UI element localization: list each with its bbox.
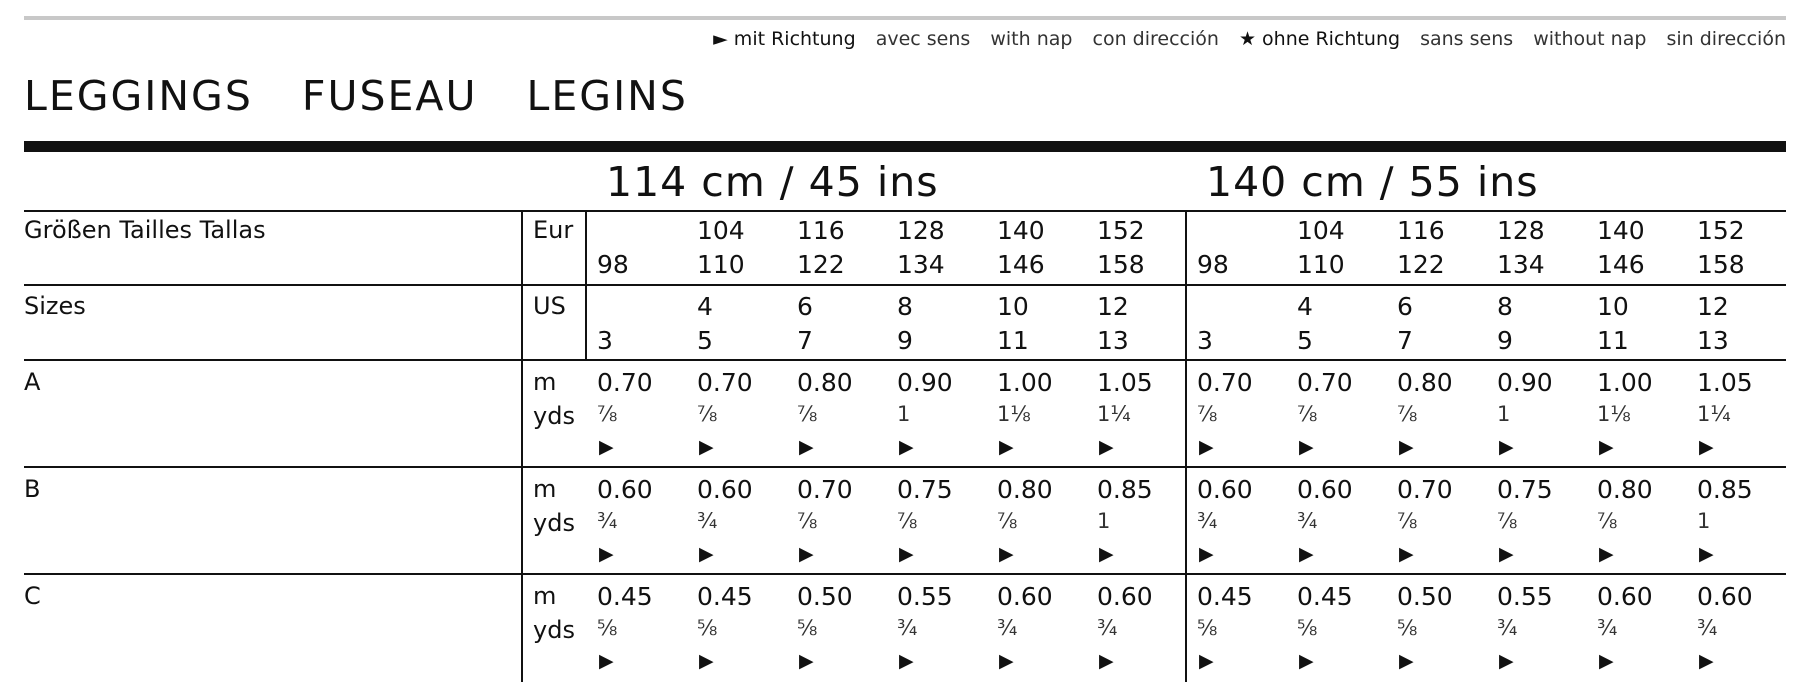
yards-value: ⅝ — [697, 616, 718, 640]
meters-value: 1.05 — [1697, 368, 1753, 397]
with-nap-marker: ▶ — [899, 543, 914, 565]
us-size-top: 8 — [1497, 292, 1513, 321]
us-size-bottom: 3 — [1197, 326, 1213, 355]
meters-value: 0.85 — [1097, 475, 1153, 504]
with-nap-marker: ▶ — [1399, 543, 1414, 565]
meters-value: 0.70 — [597, 368, 653, 397]
us-size-top: 6 — [797, 292, 813, 321]
with-nap-marker: ▶ — [899, 436, 914, 458]
meters-value: 1.05 — [1097, 368, 1153, 397]
yards-value: 1 — [1697, 509, 1711, 533]
us-size-bottom: 7 — [1397, 326, 1413, 355]
with-nap-marker: ▶ — [699, 543, 714, 565]
yards-value: ¾ — [1597, 616, 1618, 640]
yards-value: ⅞ — [797, 402, 818, 426]
meters-value: 0.60 — [697, 475, 753, 504]
with-nap-marker: ▶ — [1399, 436, 1414, 458]
meters-value: 0.70 — [1297, 368, 1353, 397]
meters-value: 1.00 — [997, 368, 1053, 397]
meters-value: 0.60 — [1297, 475, 1353, 504]
meters-value: 0.90 — [1497, 368, 1553, 397]
meters-value: 0.60 — [1597, 582, 1653, 611]
fabric-width-114: 114 cm / 45 ins — [606, 158, 939, 206]
eur-size-top: 140 — [1597, 216, 1645, 245]
title-de: LEGGINGS — [24, 72, 253, 120]
meters-value: 0.70 — [797, 475, 853, 504]
meters-value: 0.60 — [597, 475, 653, 504]
eur-size-bottom: 98 — [597, 250, 629, 279]
view-b-label: B — [24, 475, 41, 503]
us-size-bottom: 11 — [997, 326, 1029, 355]
with-nap-marker: ▶ — [1599, 436, 1614, 458]
view-a-label: A — [24, 368, 41, 396]
with-nap-marker: ▶ — [1199, 650, 1214, 672]
with-nap-marker: ▶ — [1599, 543, 1614, 565]
yards-value: ⅞ — [997, 509, 1018, 533]
meters-value: 0.60 — [1097, 582, 1153, 611]
us-size-top: 10 — [997, 292, 1029, 321]
meters-value: 0.80 — [997, 475, 1053, 504]
yards-value: ¾ — [697, 509, 718, 533]
meters-value: 0.75 — [1497, 475, 1553, 504]
eur-size-bottom: 122 — [797, 250, 845, 279]
with-nap-marker: ▶ — [799, 543, 814, 565]
eur-size-top: 152 — [1697, 216, 1745, 245]
yards-value: ¾ — [1697, 616, 1718, 640]
with-nap-marker: ▶ — [1599, 650, 1614, 672]
legend-without-nap-es: sin dirección — [1666, 28, 1786, 50]
us-size-top: 8 — [897, 292, 913, 321]
us-size-top: 4 — [697, 292, 713, 321]
with-nap-marker: ▶ — [1199, 543, 1214, 565]
with-nap-marker: ▶ — [1199, 436, 1214, 458]
with-nap-marker: ▶ — [1699, 650, 1714, 672]
meters-value: 0.45 — [1197, 582, 1253, 611]
yards-value: ⅞ — [797, 509, 818, 533]
with-nap-marker: ▶ — [1099, 650, 1114, 672]
column-divider-width — [1185, 210, 1187, 682]
meters-value: 0.90 — [897, 368, 953, 397]
yards-value: 1⅛ — [997, 402, 1031, 426]
eur-size-bottom: 110 — [1297, 250, 1345, 279]
us-size-bottom: 9 — [897, 326, 913, 355]
meters-value: 0.70 — [697, 368, 753, 397]
us-size-bottom: 7 — [797, 326, 813, 355]
with-nap-marker: ▶ — [599, 650, 614, 672]
with-nap-marker: ▶ — [1499, 543, 1514, 565]
meters-value: 0.80 — [797, 368, 853, 397]
with-nap-marker: ▶ — [699, 436, 714, 458]
with-nap-marker: ▶ — [1499, 650, 1514, 672]
row-divider — [24, 359, 1786, 361]
eur-size-bottom: 134 — [897, 250, 945, 279]
top-rule — [24, 16, 1786, 20]
eur-size-top: 104 — [697, 216, 745, 245]
eur-size-top: 104 — [1297, 216, 1345, 245]
with-nap-marker: ▶ — [1299, 436, 1314, 458]
yards-value: ⅞ — [1397, 509, 1418, 533]
yards-value: 1¼ — [1097, 402, 1131, 426]
yards-value: ⅞ — [1197, 402, 1218, 426]
yards-value: ¾ — [1297, 509, 1318, 533]
us-size-bottom: 3 — [597, 326, 613, 355]
with-nap-marker: ▶ — [1699, 436, 1714, 458]
eur-size-bottom: 146 — [997, 250, 1045, 279]
legend-without-nap-en: without nap — [1533, 28, 1647, 50]
meters-value: 0.55 — [897, 582, 953, 611]
yards-value: ⅝ — [1397, 616, 1418, 640]
yards-value: ¾ — [897, 616, 918, 640]
column-divider-label — [521, 210, 523, 682]
page-title — [24, 72, 722, 120]
meters-value: 0.45 — [697, 582, 753, 611]
with-nap-marker: ▶ — [1099, 543, 1114, 565]
sizes-label: Größen Tailles Tallas — [24, 216, 266, 244]
legend-with-nap-es: con dirección — [1092, 28, 1219, 50]
us-size-bottom: 9 — [1497, 326, 1513, 355]
yards-value: ⅝ — [1297, 616, 1318, 640]
yards-value: ⅝ — [597, 616, 618, 640]
eur-label: Eur — [533, 216, 574, 244]
yards-value: ⅞ — [1497, 509, 1518, 533]
eur-size-bottom: 146 — [1597, 250, 1645, 279]
with-nap-marker: ▶ — [999, 650, 1014, 672]
yardage-table — [24, 210, 1786, 682]
legend-with-nap-en: with nap — [990, 28, 1073, 50]
with-nap-marker: ▶ — [599, 436, 614, 458]
yards-value: ⅞ — [1397, 402, 1418, 426]
yards-value: ¾ — [597, 509, 618, 533]
yards-value: 1 — [1097, 509, 1111, 533]
meters-value: 0.80 — [1397, 368, 1453, 397]
yards-value: ¾ — [997, 616, 1018, 640]
fabric-width-140: 140 cm / 55 ins — [1206, 158, 1539, 206]
view-a-unit-yds: yds — [533, 402, 575, 430]
meters-value: 0.80 — [1597, 475, 1653, 504]
with-nap-marker: ▶ — [1099, 436, 1114, 458]
yards-value: 1¼ — [1697, 402, 1731, 426]
with-nap-marker: ▶ — [1299, 650, 1314, 672]
eur-size-bottom: 98 — [1197, 250, 1229, 279]
us-size-top: 4 — [1297, 292, 1313, 321]
eur-size-top: 116 — [797, 216, 845, 245]
meters-value: 0.85 — [1697, 475, 1753, 504]
meters-value: 0.60 — [1197, 475, 1253, 504]
row-divider — [24, 466, 1786, 468]
yards-value: ⅝ — [1197, 616, 1218, 640]
eur-size-top: 140 — [997, 216, 1045, 245]
view-c-unit-m: m — [533, 582, 557, 610]
eur-size-bottom: 158 — [1097, 250, 1145, 279]
with-nap-marker: ▶ — [1299, 543, 1314, 565]
us-size-bottom: 5 — [697, 326, 713, 355]
meters-value: 0.60 — [1697, 582, 1753, 611]
view-c-unit-yds: yds — [533, 616, 575, 644]
with-nap-marker: ▶ — [799, 650, 814, 672]
with-nap-marker: ▶ — [999, 436, 1014, 458]
yards-value: ⅞ — [697, 402, 718, 426]
with-nap-marker: ▶ — [1499, 436, 1514, 458]
title-es: LEGINS — [526, 72, 688, 120]
us-size-bottom: 13 — [1097, 326, 1129, 355]
title-fr: FUSEAU — [301, 72, 478, 120]
yards-value: 1 — [1497, 402, 1511, 426]
us-size-top: 12 — [1097, 292, 1129, 321]
eur-size-top: 116 — [1397, 216, 1445, 245]
legend-without-nap-fr: sans sens — [1420, 28, 1514, 50]
us-size-bottom: 13 — [1697, 326, 1729, 355]
legend-with-nap-de: ► mit Richtung — [713, 28, 856, 50]
meters-value: 0.45 — [1297, 582, 1353, 611]
meters-value: 0.50 — [1397, 582, 1453, 611]
meters-value: 0.70 — [1397, 475, 1453, 504]
with-nap-marker: ▶ — [599, 543, 614, 565]
yards-value: 1 — [897, 402, 911, 426]
yards-value: ⅞ — [1297, 402, 1318, 426]
row-divider — [24, 573, 1786, 575]
meters-value: 0.70 — [1197, 368, 1253, 397]
us-size-bottom: 5 — [1297, 326, 1313, 355]
meters-value: 0.60 — [997, 582, 1053, 611]
eur-size-top: 152 — [1097, 216, 1145, 245]
yards-value: ⅝ — [797, 616, 818, 640]
with-nap-marker: ▶ — [1399, 650, 1414, 672]
column-divider-unit — [585, 210, 587, 359]
yards-value: ¾ — [1197, 509, 1218, 533]
view-b-unit-yds: yds — [533, 509, 575, 537]
yards-value: ¾ — [1497, 616, 1518, 640]
sizes-label-en: Sizes — [24, 292, 86, 320]
meters-value: 0.75 — [897, 475, 953, 504]
row-divider — [24, 210, 1786, 212]
yards-value: 1⅛ — [1597, 402, 1631, 426]
eur-size-top: 128 — [897, 216, 945, 245]
view-c-label: C — [24, 582, 41, 610]
legend-with-nap-fr: avec sens — [875, 28, 971, 50]
title-rule — [24, 141, 1786, 152]
yards-value: ⅞ — [897, 509, 918, 533]
us-size-bottom: 11 — [1597, 326, 1629, 355]
eur-size-bottom: 122 — [1397, 250, 1445, 279]
eur-size-bottom: 158 — [1697, 250, 1745, 279]
with-nap-marker: ▶ — [899, 650, 914, 672]
meters-value: 0.45 — [597, 582, 653, 611]
with-nap-marker: ▶ — [999, 543, 1014, 565]
legend-without-nap-de: ★ ohne Richtung — [1238, 28, 1401, 50]
us-size-top: 6 — [1397, 292, 1413, 321]
us-label: US — [533, 292, 566, 320]
yards-value: ¾ — [1097, 616, 1118, 640]
eur-size-bottom: 110 — [697, 250, 745, 279]
nap-legend — [699, 28, 1786, 50]
with-nap-marker: ▶ — [799, 436, 814, 458]
us-size-top: 12 — [1697, 292, 1729, 321]
view-b-unit-m: m — [533, 475, 557, 503]
eur-size-bottom: 134 — [1497, 250, 1545, 279]
meters-value: 1.00 — [1597, 368, 1653, 397]
with-nap-marker: ▶ — [1699, 543, 1714, 565]
with-nap-marker: ▶ — [699, 650, 714, 672]
yards-value: ⅞ — [597, 402, 618, 426]
meters-value: 0.55 — [1497, 582, 1553, 611]
yards-value: ⅞ — [1597, 509, 1618, 533]
view-a-unit-m: m — [533, 368, 557, 396]
eur-size-top: 128 — [1497, 216, 1545, 245]
us-size-top: 10 — [1597, 292, 1629, 321]
row-divider — [24, 284, 1786, 286]
meters-value: 0.50 — [797, 582, 853, 611]
